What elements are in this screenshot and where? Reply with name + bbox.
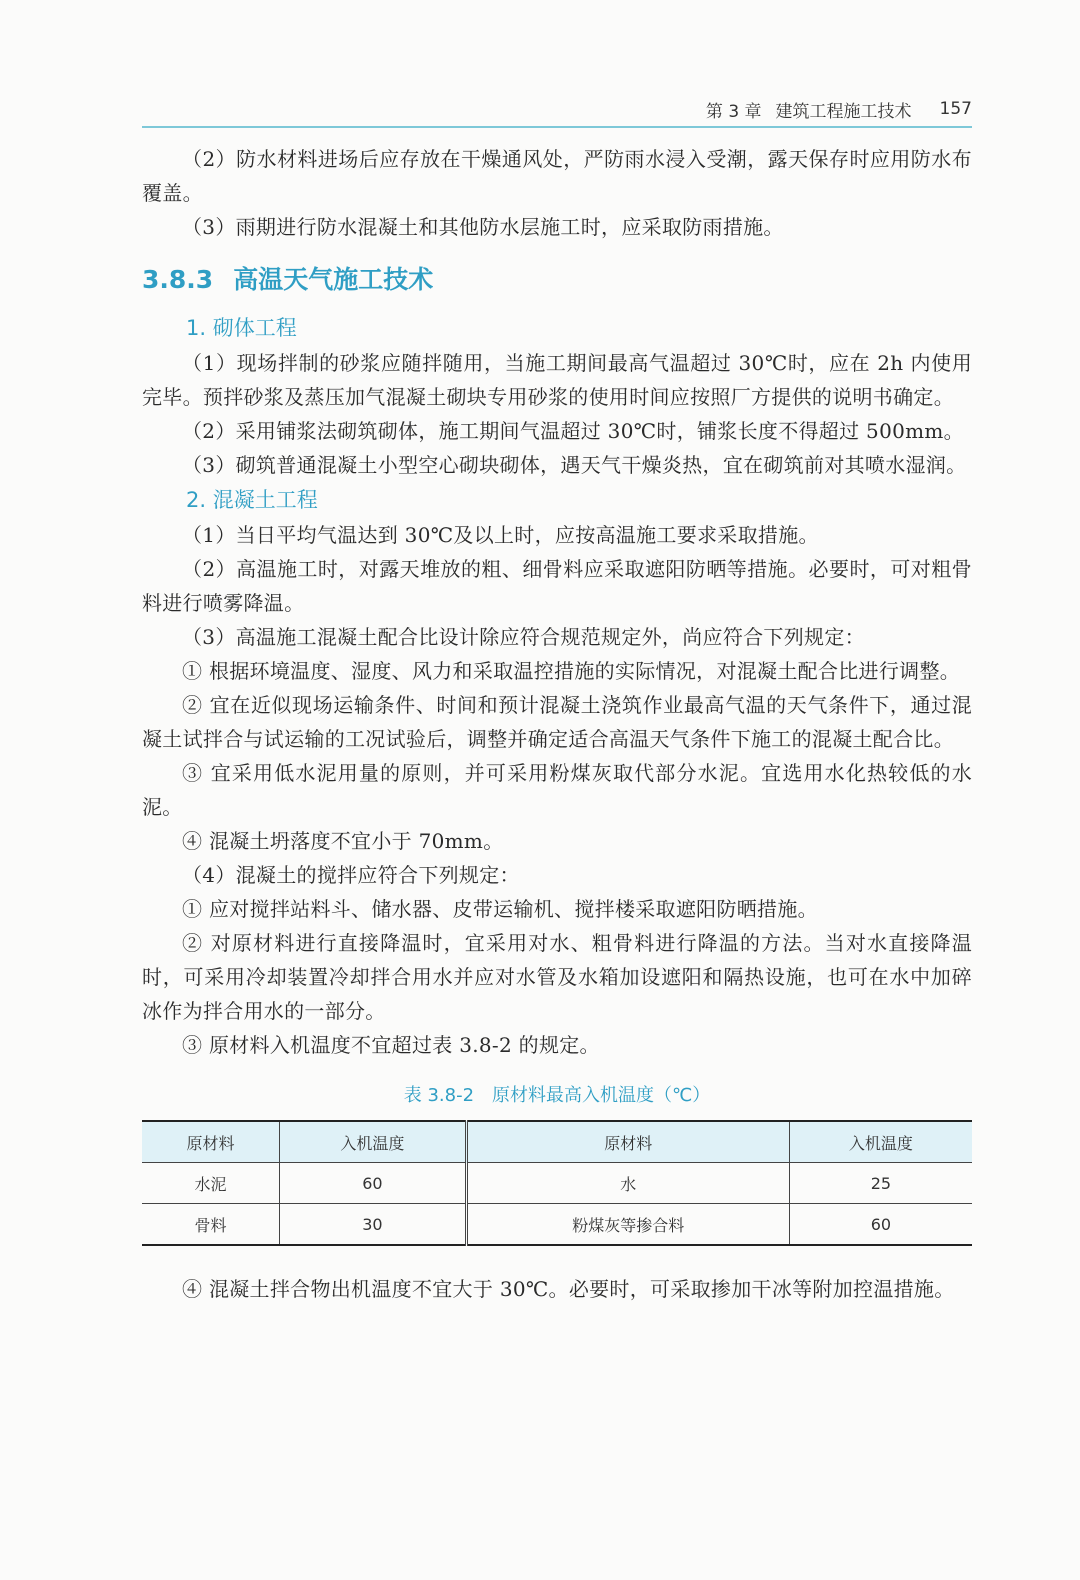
running-header xyxy=(142,94,972,124)
paragraph: ② 宜在近似现场运输条件、时间和预计混凝土浇筑作业最高气温的天气条件下，通过混凝土试拌合与试运输的工况试验后，调整并确定适合高温天气条件下施工的混凝土配合比。 xyxy=(142,693,972,751)
paragraph: ① 应对搅拌站料斗、储水器、皮带运输机、搅拌楼采取遮阳防晒措施。 xyxy=(182,897,818,921)
paragraph: ④ 混凝土拌合物出机温度不宜大于 30℃。必要时，可采取掺加干冰等附加控温措施。 xyxy=(182,1277,955,1301)
subsection-heading-concrete: 2. 混凝土工程 xyxy=(186,488,318,512)
table-cell: 水 xyxy=(466,1163,789,1204)
paragraph: （2）防水材料进场后应存放在干燥通风处，严防雨水浸入受潮，露天保存时应用防水布覆盖。 xyxy=(142,147,972,205)
paragraph: ③ 原材料入机温度不宜超过表 3.8-2 的规定。 xyxy=(182,1033,600,1057)
column-header: 原材料 xyxy=(466,1121,789,1163)
table-header-row xyxy=(142,1121,972,1163)
table-cell: 骨料 xyxy=(194,1215,227,1235)
paragraph: （3）雨期进行防水混凝土和其他防水层施工时，应采取防雨措施。 xyxy=(182,215,784,239)
table-cell: 60 xyxy=(789,1204,972,1246)
paragraph: （1）当日平均气温达到 30℃及以上时，应按高温施工要求采取措施。 xyxy=(182,523,819,547)
paragraph: （2）高温施工时，对露天堆放的粗、细骨料应采取遮阳防晒等措施。必要时，可对粗骨料进行喷雾降温。 xyxy=(142,557,972,615)
paragraph: （3）高温施工混凝土配合比设计除应符合规范规定外，尚应符合下列规定： xyxy=(182,625,865,649)
paragraph: （2）采用铺浆法砌筑砌体，施工期间气温超过 30℃时，铺浆长度不得超过 500mm。 xyxy=(182,419,964,443)
chapter-title: 建筑工程施工技术 xyxy=(775,101,912,122)
subsection-heading-masonry: 1. 砌体工程 xyxy=(186,316,297,340)
paragraph: （1）现场拌制的砂浆应随拌随用，当施工期间最高气温超过 30℃时，应在 2h 内使用完毕。预拌砂浆及蒸压加气混凝土砌块专用砂浆的使用时间应按照厂方提供的说明书确定。 xyxy=(142,351,972,409)
table-number: 表 3.8-2 xyxy=(403,1085,475,1106)
table-row xyxy=(142,1204,972,1246)
column-header: 原材料 xyxy=(142,1121,279,1163)
table-cell: 60 xyxy=(279,1163,466,1204)
table-title: 原材料最高入机温度（℃） xyxy=(492,1085,711,1106)
temperature-table xyxy=(142,1120,972,1246)
page-number: 157 xyxy=(939,99,972,119)
header-rule xyxy=(142,126,972,128)
table-cell: 粉煤灰等掺合料 xyxy=(466,1204,789,1246)
paragraph: ① 根据环境温度、湿度、风力和采取温控措施的实际情况，对混凝土配合比进行调整。 xyxy=(182,659,961,683)
paragraph: （3）砌筑普通混凝土小型空心砌块砌体，遇天气干燥炎热，宜在砌筑前对其喷水湿润。 xyxy=(182,453,967,477)
section-title: 高温天气施工技术 xyxy=(233,265,434,294)
column-header: 入机温度 xyxy=(279,1121,466,1163)
table-caption xyxy=(142,1082,972,1110)
section-heading xyxy=(142,250,972,310)
page-body xyxy=(142,142,972,1306)
paragraph: ② 对原材料进行直接降温时，宜采用对水、粗骨料进行降温的方法。当对水直接降温时，可采用冷却装置冷却拌合用水并应对水管及水箱加设遮阳和隔热设施，也可在水中加碎冰作为拌合用水的一部分。 xyxy=(142,931,972,1023)
paragraph: ③ 宜采用低水泥用量的原则，并可采用粉煤灰取代部分水泥。宜选用水化热较低的水泥。 xyxy=(142,761,972,819)
column-header: 入机温度 xyxy=(789,1121,972,1163)
table-cell: 水泥 xyxy=(142,1163,279,1204)
paragraph: （4）混凝土的搅拌应符合下列规定： xyxy=(182,863,520,887)
table-cell: 25 xyxy=(789,1163,972,1204)
chapter-number: 第 3 章 xyxy=(705,101,762,122)
table-row xyxy=(142,1163,972,1204)
section-number: 3.8.3 xyxy=(142,265,214,294)
paragraph: ④ 混凝土坍落度不宜小于 70mm。 xyxy=(182,829,504,853)
table-cell: 30 xyxy=(279,1204,466,1246)
